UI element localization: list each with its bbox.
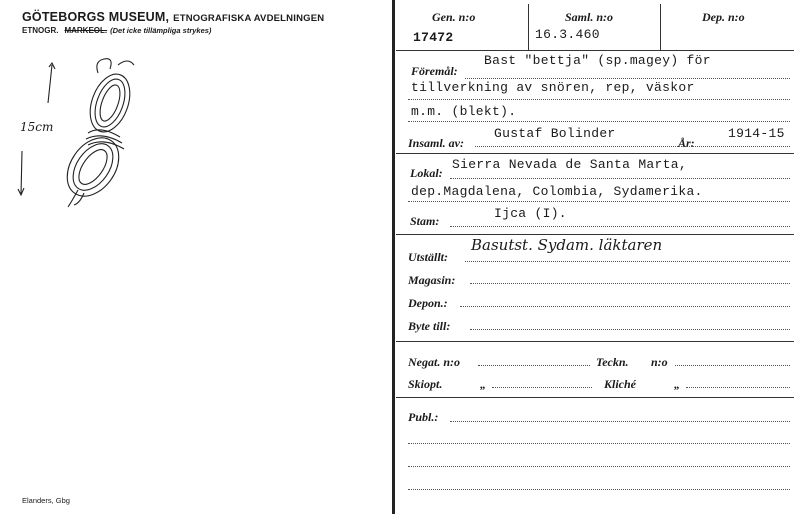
kliche-label: Kliché [604,377,636,391]
publ-dots-3 [408,466,790,467]
skiopt-label: Skiopt. [408,377,443,391]
gen-no-value: 17472 [413,30,454,45]
card-divider [392,0,395,514]
kliche-dots [686,387,790,388]
category-note: (Det icke tillämpliga strykes) [110,26,212,35]
utstallt-dots [465,261,790,262]
saml-no-value: 16.3.460 [535,27,600,42]
category-struck: MARKEOL. [64,26,108,35]
insaml-label: Insaml. av: [408,136,465,150]
lokal-label: Lokal: [410,166,443,180]
publ-label: Publ.: [408,410,439,424]
magasin-label: Magasin: [408,273,456,287]
museum-name: GÖTEBORGS MUSEUM, [22,10,170,24]
foremal-line-3: m.m. (blekt). [411,104,517,119]
teckn-dots [675,365,790,366]
foremal-line-dots-3 [408,121,790,122]
foremal-line-1: Bast "bettja" (sp.magey) för [484,53,711,68]
col-sep-1 [528,4,529,50]
skiopt-dots [492,387,592,388]
utstallt-value: Basutst. Sydam. läktaren [471,236,663,254]
foremal-line-dots-2 [408,99,790,100]
lokal-line-2: dep.Magdalena, Colombia, Sydamerika. [411,184,703,199]
foremal-label: Föremål: [411,64,458,78]
saml-no-label: Saml. n:o [565,10,614,24]
col-sep-2 [660,4,661,50]
row-sep-1 [396,50,794,51]
lokal-dots-1 [450,178,790,179]
lokal-dots-2 [408,201,790,202]
skiopt-ditto: „ [480,377,486,391]
ar-label: År: [678,136,695,150]
stam-value: Ijca (I). [494,206,567,221]
category-prefix: ETNOGR. [22,26,59,35]
insaml-value: Gustaf Bolinder [494,126,616,141]
teckn-no-label: n:o [651,355,668,369]
gen-no-label: Gen. n:o [432,10,476,24]
row-sep-5 [396,397,794,398]
byte-label: Byte till: [408,319,451,333]
publ-dots-2 [408,443,790,444]
sketch-measurement: 15cm [20,120,54,134]
teckn-label: Teckn. [596,355,629,369]
museum-title [22,10,324,24]
depon-label: Depon.: [408,296,448,310]
negat-label: Negat. n:o [408,355,460,369]
negat-dots [478,365,590,366]
lokal-line-1: Sierra Nevada de Santa Marta, [452,157,687,172]
row-sep-2 [396,153,794,154]
department-name: ETNOGRAFISKA AVDELNINGEN [173,13,325,24]
row-sep-3 [396,234,794,235]
stam-label: Stam: [410,214,440,228]
printer-credit: Elanders, Gbg [22,496,70,505]
publ-dots-4 [408,489,790,490]
byte-dots [470,329,790,330]
category-line [22,26,211,35]
publ-dots-1 [450,421,790,422]
dep-no-label: Dep. n:o [702,10,745,24]
foremal-line-2: tillverkning av snören, rep, väskor [411,80,695,95]
foremal-line-dots-1 [465,78,790,79]
row-sep-4 [396,341,794,342]
kliche-ditto: „ [674,377,680,391]
utstallt-label: Utställt: [408,250,449,264]
ar-value: 1914-15 [728,126,785,141]
insaml-dots [475,146,790,147]
depon-dots [460,306,790,307]
magasin-dots [470,283,790,284]
stam-dots [450,226,790,227]
object-sketch [10,55,150,215]
